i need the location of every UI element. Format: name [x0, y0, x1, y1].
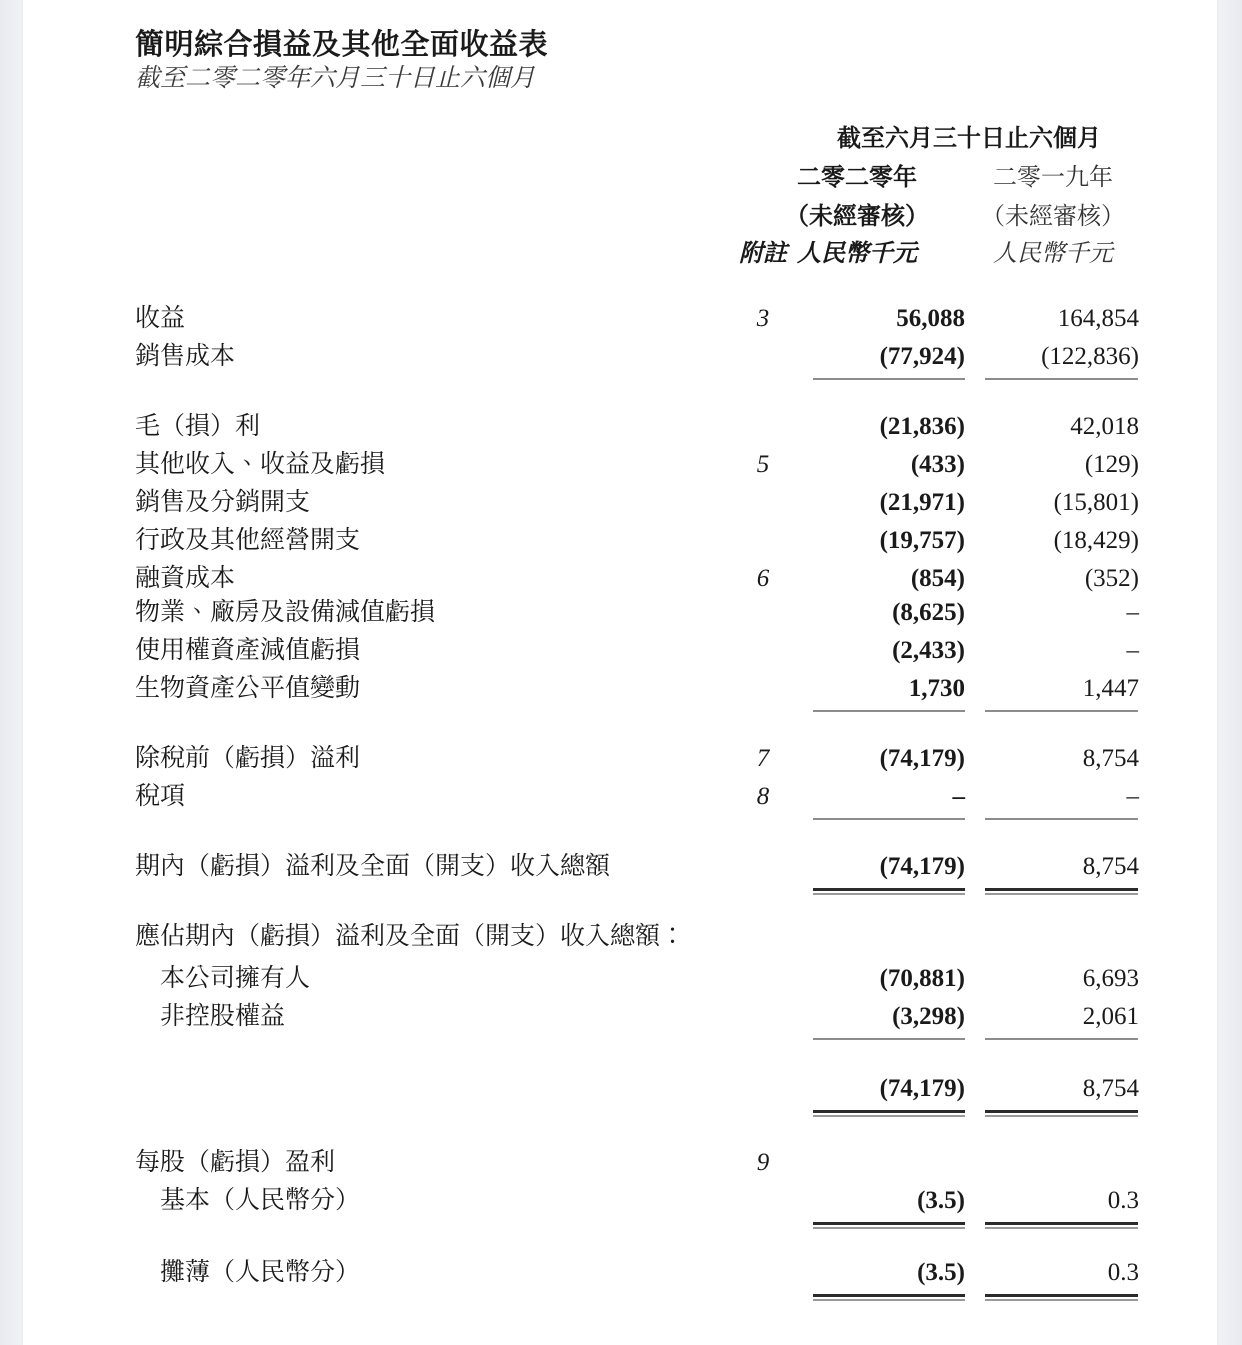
row-value-prior-period: –	[1126, 599, 1139, 626]
row-value-prior-period: 164,854	[1057, 305, 1139, 332]
column-header-currency-prior: 人民幣千元	[993, 241, 1113, 267]
row-value-prior-period: (122,836)	[1041, 343, 1139, 370]
row-value-current-period: (8,625)	[892, 599, 965, 626]
table-row	[23, 524, 1217, 561]
table-row	[23, 448, 1217, 485]
table-row	[23, 486, 1217, 523]
row-value-prior-period: (15,801)	[1053, 489, 1139, 516]
row-value-current-period: (21,971)	[879, 489, 965, 516]
row-value-prior-period: 8,754	[1082, 745, 1139, 772]
total-double-rule	[985, 888, 1138, 895]
row-label: 基本（人民幣分）	[160, 1187, 361, 1214]
total-double-rule	[813, 1110, 965, 1117]
table-row	[23, 302, 1217, 339]
row-label: 期內（虧損）溢利及全面（開支）收入總額	[135, 853, 611, 880]
row-label: 銷售及分銷開支	[135, 489, 311, 516]
table-row	[23, 562, 1217, 599]
row-value-prior-period: 6,693	[1082, 965, 1139, 992]
subtotal-rule	[813, 1038, 965, 1040]
row-value-current-period: (3.5)	[917, 1187, 965, 1214]
total-double-rule	[985, 1222, 1138, 1229]
row-label: 收益	[135, 305, 186, 332]
row-value-prior-period: 8,754	[1082, 853, 1139, 880]
row-note-reference: 6	[756, 565, 770, 592]
row-value-current-period: (3.5)	[917, 1259, 965, 1286]
row-value-current-period: (77,924)	[879, 343, 965, 370]
total-double-rule	[813, 1222, 965, 1229]
row-label: 應佔期內（虧損）溢利及全面（開支）收入總額：	[135, 923, 686, 950]
row-note-reference: 3	[756, 305, 770, 332]
row-value-current-period: –	[952, 783, 965, 810]
row-value-prior-period: 0.3	[1107, 1259, 1139, 1286]
page-title: 簡明綜合損益及其他全面收益表	[135, 29, 549, 61]
row-value-prior-period: (129)	[1084, 451, 1139, 478]
table-row	[23, 1072, 1217, 1109]
row-label: 除稅前（虧損）溢利	[135, 745, 361, 772]
table-row	[23, 672, 1217, 709]
column-header-note: 附註	[739, 241, 787, 267]
subtotal-rule	[985, 1038, 1138, 1040]
row-label: 毛（損）利	[135, 413, 261, 440]
subtotal-rule	[813, 818, 965, 820]
column-header-currency-current: 人民幣千元	[797, 241, 917, 267]
row-value-current-period: (21,836)	[879, 413, 965, 440]
row-value-current-period: (74,179)	[879, 853, 965, 880]
table-row	[23, 1256, 1217, 1293]
table-row	[23, 1146, 1217, 1183]
column-header-period-span: 截至六月三十日止六個月	[837, 126, 1101, 152]
row-value-prior-period: 8,754	[1082, 1075, 1139, 1102]
table-row	[23, 596, 1217, 633]
row-value-current-period: 1,730	[908, 675, 965, 702]
subtotal-rule	[985, 818, 1138, 820]
column-header-year-current: 二零二零年	[797, 165, 917, 191]
subtotal-rule	[813, 710, 965, 712]
row-value-prior-period: 2,061	[1082, 1003, 1139, 1030]
table-row	[23, 742, 1217, 779]
table-row	[23, 1000, 1217, 1037]
row-value-current-period: (3,298)	[892, 1003, 965, 1030]
total-double-rule	[813, 1294, 965, 1301]
row-value-prior-period: –	[1126, 783, 1139, 810]
page-right-margin-band	[1217, 0, 1242, 1345]
row-value-current-period: (2,433)	[892, 637, 965, 664]
row-value-current-period: (74,179)	[879, 1075, 965, 1102]
column-header-audit-status-current: （未經審核）	[785, 204, 929, 230]
row-label: 非控股權益	[160, 1003, 286, 1030]
row-value-current-period: (854)	[910, 565, 965, 592]
row-note-reference: 9	[756, 1149, 770, 1176]
row-value-current-period: (433)	[910, 451, 965, 478]
row-value-prior-period: 42,018	[1070, 413, 1139, 440]
row-label: 攤薄（人民幣分）	[160, 1259, 361, 1286]
total-double-rule	[985, 1110, 1138, 1117]
total-double-rule	[985, 1294, 1138, 1301]
column-header-audit-status-prior: （未經審核）	[981, 204, 1125, 230]
row-label: 使用權資產減值虧損	[135, 637, 361, 664]
row-value-current-period: (74,179)	[879, 745, 965, 772]
row-value-prior-period: 0.3	[1107, 1187, 1139, 1214]
table-row	[23, 340, 1217, 377]
total-double-rule	[813, 888, 965, 895]
row-label: 物業、廠房及設備減值虧損	[135, 599, 436, 626]
row-note-reference: 8	[756, 783, 770, 810]
subtotal-rule	[813, 378, 965, 380]
page-subtitle: 截至二零二零年六月三十日止六個月	[135, 65, 536, 92]
row-value-prior-period: (18,429)	[1053, 527, 1139, 554]
column-header-year-prior: 二零一九年	[993, 165, 1113, 191]
row-label: 行政及其他經營開支	[135, 527, 361, 554]
row-value-current-period: (19,757)	[879, 527, 965, 554]
table-row	[23, 850, 1217, 887]
row-note-reference: 5	[756, 451, 770, 478]
document-page	[23, 0, 1217, 1345]
table-row	[23, 634, 1217, 671]
row-value-current-period: 56,088	[896, 305, 965, 332]
page-left-margin-band	[0, 0, 23, 1345]
row-value-current-period: (70,881)	[879, 965, 965, 992]
row-value-prior-period: (352)	[1084, 565, 1139, 592]
row-label: 銷售成本	[135, 343, 236, 370]
row-note-reference: 7	[756, 745, 770, 772]
row-label: 生物資產公平值變動	[135, 675, 361, 702]
table-row	[23, 962, 1217, 999]
table-row	[23, 920, 1217, 957]
table-row	[23, 780, 1217, 817]
row-value-prior-period: –	[1126, 637, 1139, 664]
row-value-prior-period: 1,447	[1082, 675, 1139, 702]
row-label: 稅項	[135, 783, 186, 810]
row-label: 其他收入、收益及虧損	[135, 451, 386, 478]
row-label: 本公司擁有人	[160, 965, 311, 992]
subtotal-rule	[985, 378, 1138, 380]
subtotal-rule	[985, 710, 1138, 712]
table-row	[23, 410, 1217, 447]
row-label: 融資成本	[135, 565, 236, 592]
table-row	[23, 1184, 1217, 1221]
row-label: 每股（虧損）盈利	[135, 1149, 336, 1176]
